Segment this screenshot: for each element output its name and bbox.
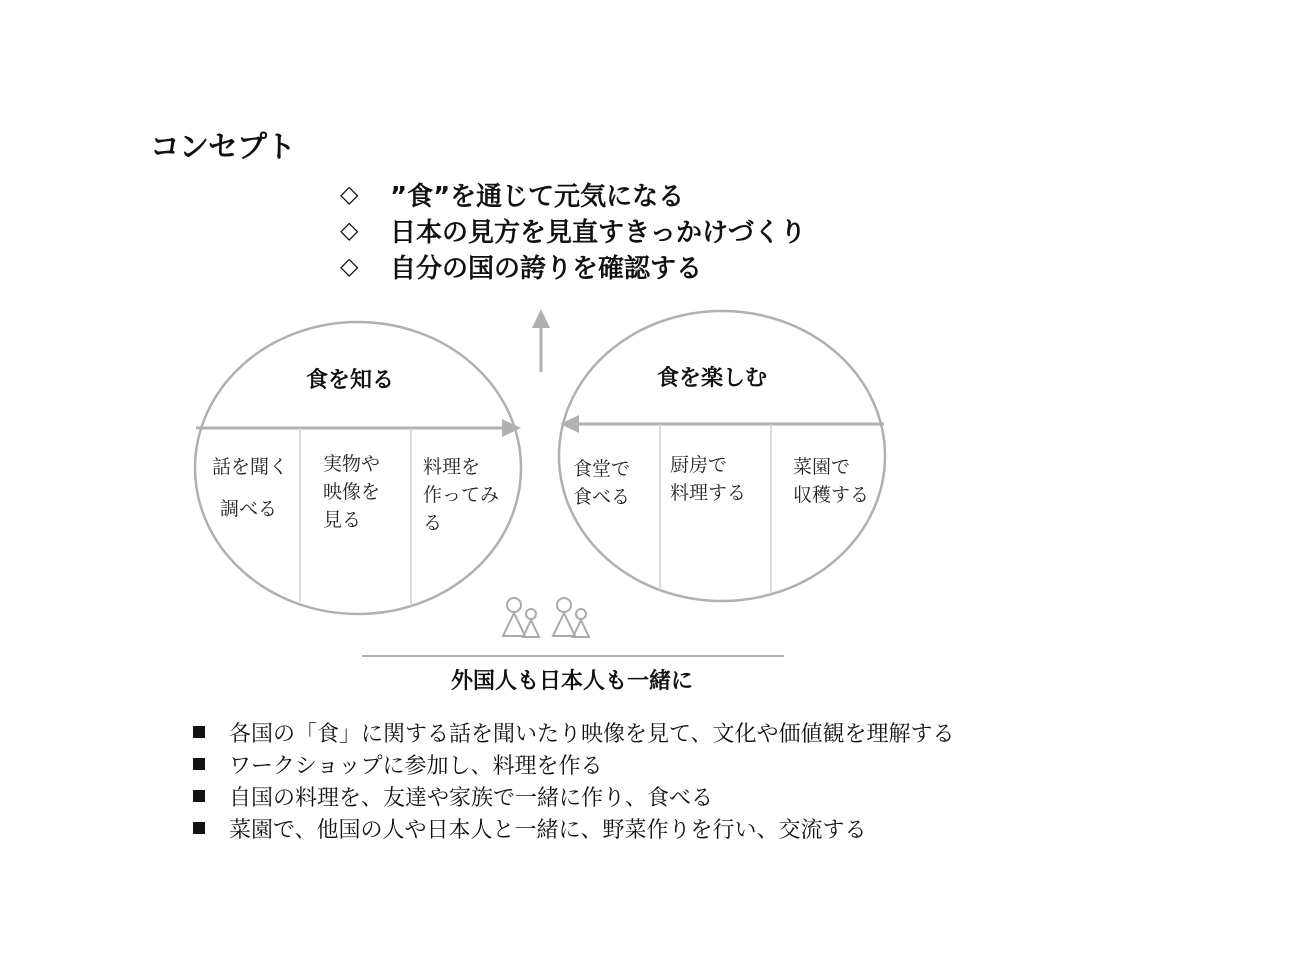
list-item	[193, 780, 955, 812]
square-bullet-icon	[193, 822, 205, 834]
square-bullet-icon	[193, 790, 205, 802]
cell-line	[212, 481, 288, 495]
list-item-text: 菜園で、他国の人や日本人と一緒に、野菜作りを行い、交流する	[229, 817, 867, 843]
cell-line: る	[423, 512, 443, 534]
square-bullet-icon	[193, 758, 205, 770]
list-item-text: 各国の「食」に関する話を聞いたり映像を見て、文化や価値観を理解する	[229, 721, 955, 747]
cell-line: 料理を	[423, 456, 481, 478]
list-item	[193, 748, 955, 780]
left-cell-3	[423, 453, 499, 537]
people-icon	[503, 598, 589, 637]
cell-line: 厨房で	[670, 454, 728, 476]
page-title: コンセプト	[150, 130, 295, 165]
list-item-text: ワークショップに参加し、料理を作る	[229, 753, 603, 779]
cell-line: 食べる	[573, 486, 631, 508]
left-circle-title: 食を知る	[305, 368, 394, 393]
up-arrowhead	[532, 309, 550, 328]
cell-line: 実物や	[323, 453, 381, 475]
goal-item	[340, 176, 806, 212]
right-cell-3	[793, 453, 869, 509]
right-circle-title: 食を楽しむ	[656, 366, 767, 391]
goal-text: 自分の国の誇りを確認する	[390, 253, 703, 284]
cell-line: 話を聞く	[212, 456, 289, 478]
right-cell-1	[573, 455, 630, 511]
left-cell-2	[323, 450, 380, 534]
list-item	[193, 716, 955, 748]
diamond-icon: ◇	[340, 180, 359, 208]
goal-item	[340, 212, 806, 248]
right-arrowhead	[560, 415, 579, 433]
goal-text: 日本の見方を見直すきっかけづくり	[390, 217, 807, 248]
goal-text: ”食”を通じて元気になる	[390, 181, 685, 212]
cell-line: 菜園で	[793, 456, 851, 478]
cell-line: 映像を	[323, 481, 381, 503]
square-bullet-icon	[193, 726, 205, 738]
diamond-icon: ◇	[340, 252, 359, 280]
bullet-list	[193, 716, 955, 844]
goals-list	[340, 176, 806, 284]
cell-line: 料理する	[670, 482, 747, 504]
cell-line: 見る	[323, 509, 362, 531]
cell-line: 収穫する	[793, 484, 870, 506]
list-item	[193, 812, 955, 844]
people-label: 外国人も日本人も一緒に	[450, 669, 693, 694]
list-item-text: 自国の料理を、友達や家族で一緒に作り、食べる	[229, 785, 714, 811]
cell-line: 食堂で	[573, 458, 631, 480]
cell-line: 調べる	[220, 498, 278, 520]
left-cell-1	[212, 453, 288, 523]
right-cell-2	[670, 451, 746, 507]
diamond-icon: ◇	[340, 216, 359, 244]
goal-item	[340, 248, 806, 284]
cell-line: 作ってみ	[423, 484, 500, 506]
